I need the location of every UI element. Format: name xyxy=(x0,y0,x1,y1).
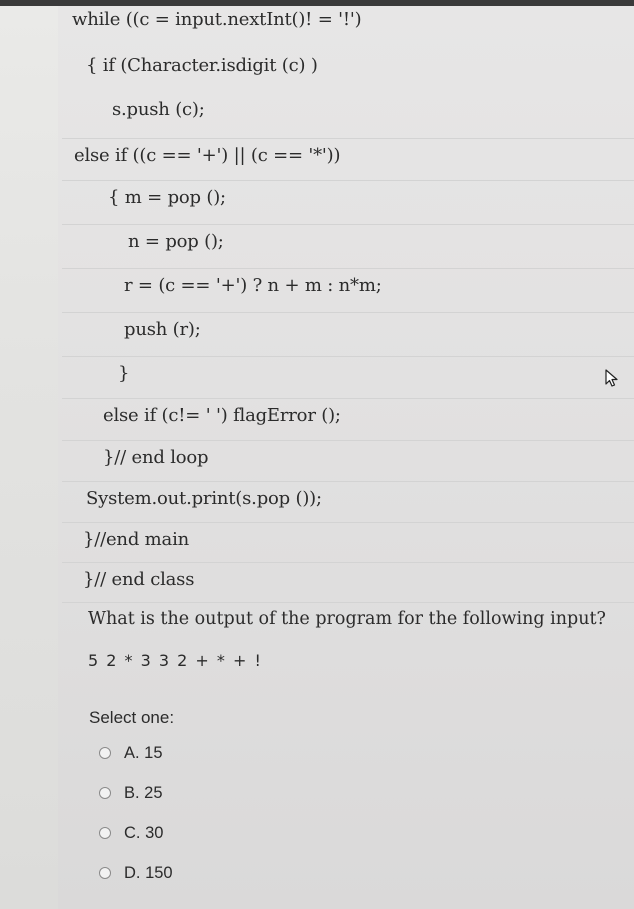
code-line: while ((c = input.nextInt()! = '!') xyxy=(72,9,362,30)
divider xyxy=(62,522,634,523)
radio-button[interactable] xyxy=(99,867,111,879)
option-c[interactable] xyxy=(99,820,163,846)
divider xyxy=(62,602,634,603)
code-line: { m = pop (); xyxy=(108,187,226,208)
code-line: }// end class xyxy=(83,569,195,590)
divider xyxy=(62,138,634,139)
code-line: }// end loop xyxy=(103,447,209,468)
option-label: A. 15 xyxy=(124,743,163,762)
mouse-pointer-icon xyxy=(605,369,619,387)
divider xyxy=(62,180,634,181)
code-line: push (r); xyxy=(124,319,201,340)
radio-button[interactable] xyxy=(99,827,111,839)
divider xyxy=(62,356,634,357)
divider xyxy=(62,224,634,225)
code-line: System.out.print(s.pop ()); xyxy=(86,488,322,509)
option-label: C. 30 xyxy=(124,823,164,842)
divider xyxy=(62,481,634,482)
code-line: s.push (c); xyxy=(112,99,205,120)
option-label: D. 150 xyxy=(124,863,173,882)
radio-button[interactable] xyxy=(99,747,111,759)
divider xyxy=(62,398,634,399)
program-input: 5 2 * 3 3 2 + * + ! xyxy=(88,651,263,670)
divider xyxy=(62,562,634,563)
code-line: else if ((c == '+') || (c == '*')) xyxy=(74,145,341,166)
select-one-label: Select one: xyxy=(89,708,175,727)
option-b[interactable] xyxy=(99,780,163,806)
option-label: B. 25 xyxy=(124,783,163,802)
divider xyxy=(62,312,634,313)
code-line: { if (Character.isdigit (c) ) xyxy=(86,55,318,76)
code-line: } xyxy=(118,363,130,384)
question-text: What is the output of the program for the following input? xyxy=(88,609,606,629)
option-d[interactable] xyxy=(99,860,173,886)
code-line: }//end main xyxy=(83,529,190,550)
option-a[interactable] xyxy=(99,740,163,766)
code-line: n = pop (); xyxy=(128,231,224,252)
code-line: else if (c!= ' ') flagError (); xyxy=(103,405,341,426)
radio-button[interactable] xyxy=(99,787,111,799)
divider xyxy=(62,268,634,269)
code-line: r = (c == '+') ? n + m : n*m; xyxy=(124,275,382,296)
divider xyxy=(62,440,634,441)
